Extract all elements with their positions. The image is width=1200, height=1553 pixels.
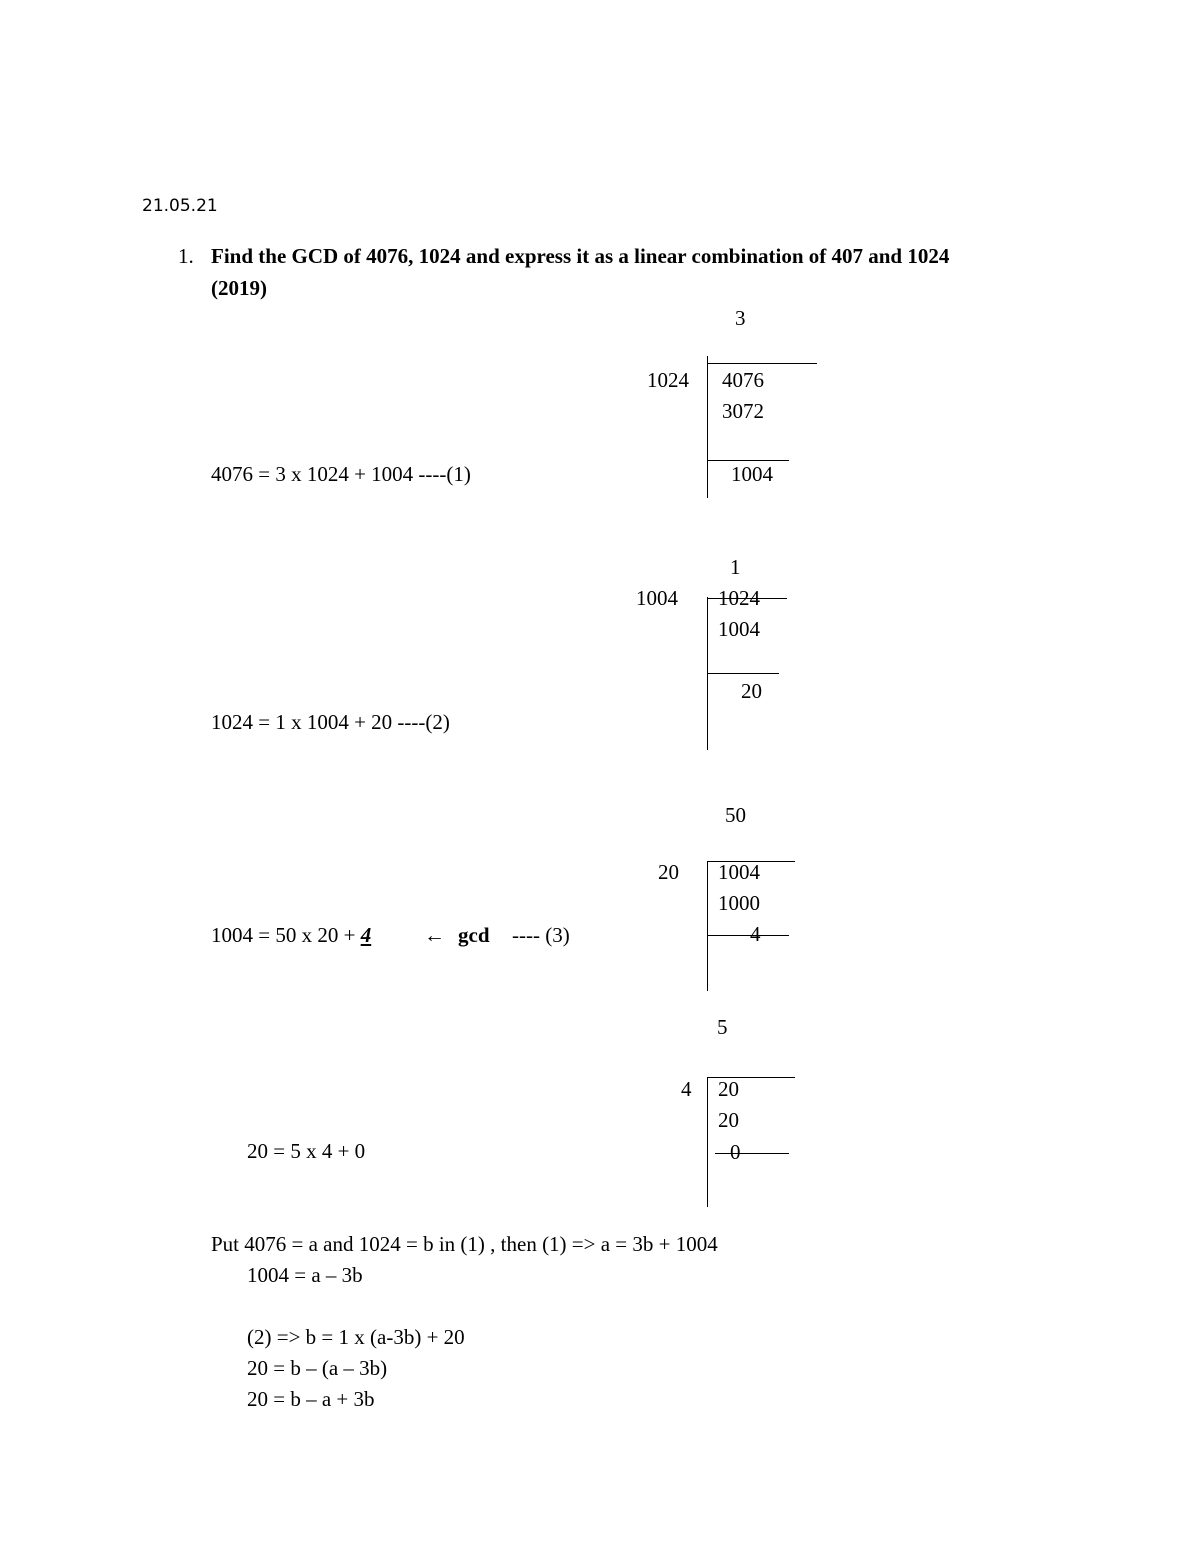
substitution-line-5: 20 = b – a + 3b xyxy=(247,1387,375,1411)
quotient: 1 xyxy=(730,555,741,579)
product: 20 xyxy=(718,1108,739,1132)
equation-3 xyxy=(211,925,371,946)
quotient: 3 xyxy=(735,306,746,330)
subtraction-line xyxy=(715,1153,789,1154)
gcd-label: gcd xyxy=(458,923,490,947)
date-header: 21.05.21 xyxy=(142,196,218,216)
question-number: 1. xyxy=(178,244,194,268)
division-bar-top xyxy=(707,1077,795,1078)
remainder: 0 xyxy=(730,1140,741,1164)
division-bar-top xyxy=(707,598,787,599)
remainder: 20 xyxy=(741,679,762,703)
substitution-line-3: (2) => b = 1 x (a-3b) + 20 xyxy=(247,1325,465,1349)
arrow-icon: ← xyxy=(424,923,445,947)
dividend: 1004 xyxy=(718,860,760,884)
remainder: 4 xyxy=(750,922,761,946)
division-bar-vertical xyxy=(707,861,708,991)
substitution-line-2: 1004 = a – 3b xyxy=(247,1263,363,1287)
divisor: 1024 xyxy=(647,368,689,392)
division-bar-vertical xyxy=(707,1077,708,1207)
equation-1: 4076 = 3 x 1024 + 1004 ----(1) xyxy=(211,462,471,486)
gcd-value: 4 xyxy=(360,923,372,947)
substitution-line-4: 20 = b – (a – 3b) xyxy=(247,1356,388,1380)
divisor: 1004 xyxy=(636,586,678,610)
product: 1000 xyxy=(718,891,760,915)
divisor: 20 xyxy=(658,860,679,884)
remainder: 1004 xyxy=(731,462,773,486)
equation-3-ref: ---- (3) xyxy=(512,923,570,947)
division-bar-vertical xyxy=(707,356,708,498)
product: 1004 xyxy=(718,617,760,641)
equation-4: 20 = 5 x 4 + 0 xyxy=(247,1139,366,1163)
equation-3-prefix: 1004 = 50 x 20 + xyxy=(211,923,361,947)
division-bar-top xyxy=(707,363,817,364)
divisor: 4 xyxy=(681,1077,692,1101)
question-year: (2019) xyxy=(211,276,267,300)
substitution-line-1: Put 4076 = a and 1024 = b in (1) , then (1) => a = 3b + 1004 xyxy=(211,1232,718,1256)
subtraction-line xyxy=(707,935,789,936)
division-bar-top xyxy=(707,861,795,862)
product: 3072 xyxy=(722,399,764,423)
question-text: Find the GCD of 4076, 1024 and express it as a linear combination of 407 and 1024 xyxy=(211,244,950,268)
quotient: 5 xyxy=(717,1015,728,1039)
dividend: 20 xyxy=(718,1077,739,1101)
quotient: 50 xyxy=(725,803,746,827)
dividend: 4076 xyxy=(722,368,764,392)
subtraction-line xyxy=(707,673,779,674)
subtraction-line xyxy=(707,460,789,461)
dividend: 1024 xyxy=(718,586,760,610)
equation-2: 1024 = 1 x 1004 + 20 ----(2) xyxy=(211,710,450,734)
